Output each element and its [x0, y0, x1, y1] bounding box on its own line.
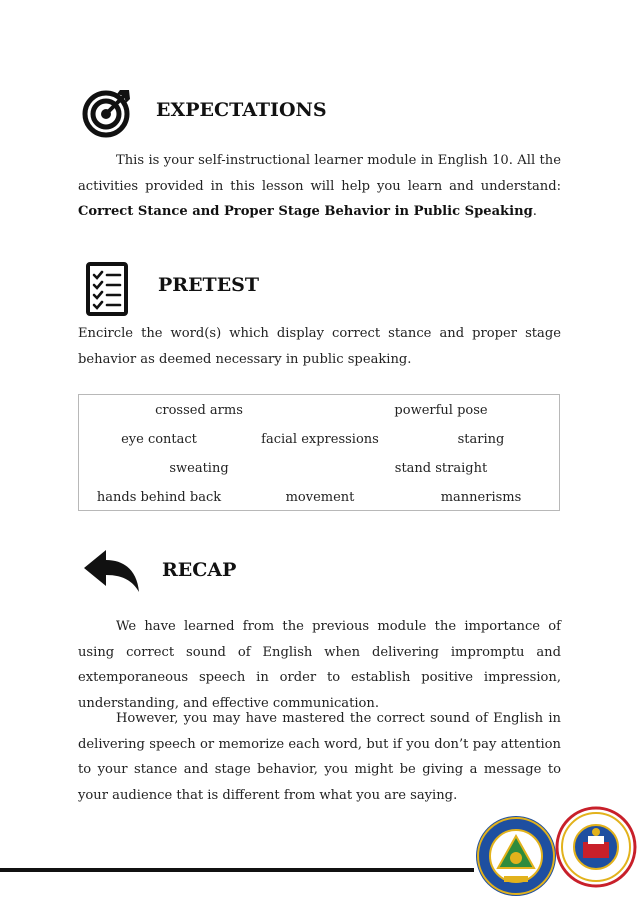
checklist-icon — [86, 262, 128, 316]
word-choice[interactable]: facial expressions — [261, 432, 379, 447]
word-choices-box — [78, 394, 560, 511]
word-choice[interactable]: movement — [285, 490, 355, 505]
division-of-pasig-city-seal — [474, 814, 558, 898]
recap-heading: RECAP — [162, 559, 237, 581]
pretest-heading: PRETEST — [158, 274, 260, 296]
word-choice[interactable]: stand straight — [394, 461, 488, 476]
expectations-bold-text: Correct Stance and Proper Stage Behavior in Public Speaking — [78, 204, 533, 219]
word-choice[interactable]: eye contact — [121, 432, 197, 447]
word-choice[interactable]: staring — [457, 432, 505, 447]
word-choice[interactable]: crossed arms — [155, 403, 243, 418]
expectations-heading: EXPECTATIONS — [156, 99, 327, 121]
back-arrow-icon — [82, 548, 142, 594]
word-choice[interactable]: hands behind back — [96, 490, 222, 505]
recap-paragraph-2: However, you may have mastered the correct sound of English in delivering speech or memorize each word, but if you don’t pay attention to your stance and stage behavior, you might be giving a message to your audience that is different from what you are saying. — [78, 711, 561, 803]
pasig-city-seal — [555, 806, 637, 888]
word-choice[interactable]: sweating — [169, 461, 229, 476]
word-choice[interactable]: powerful pose — [394, 403, 488, 418]
recap-paragraph-1: We have learned from the previous module the importance of using correct sound of English when delivering impromptu and extemporaneous speech in order to establish positive impression, understanding, and effective communication. — [78, 619, 561, 711]
footer-rule — [0, 868, 474, 872]
word-choice[interactable]: mannerisms — [440, 490, 522, 505]
pretest-instructions: Encircle the word(s) which display correct stance and proper stage behavior as deemed necessary in public speaking. — [78, 326, 561, 367]
expectations-paragraph: This is your self-instructional learner module in English 10. All the activities provided in this lesson will help you learn and understand: Correct Stance and Proper Stage Behavior in Public Speaking. — [78, 153, 561, 219]
target-icon — [82, 86, 134, 138]
